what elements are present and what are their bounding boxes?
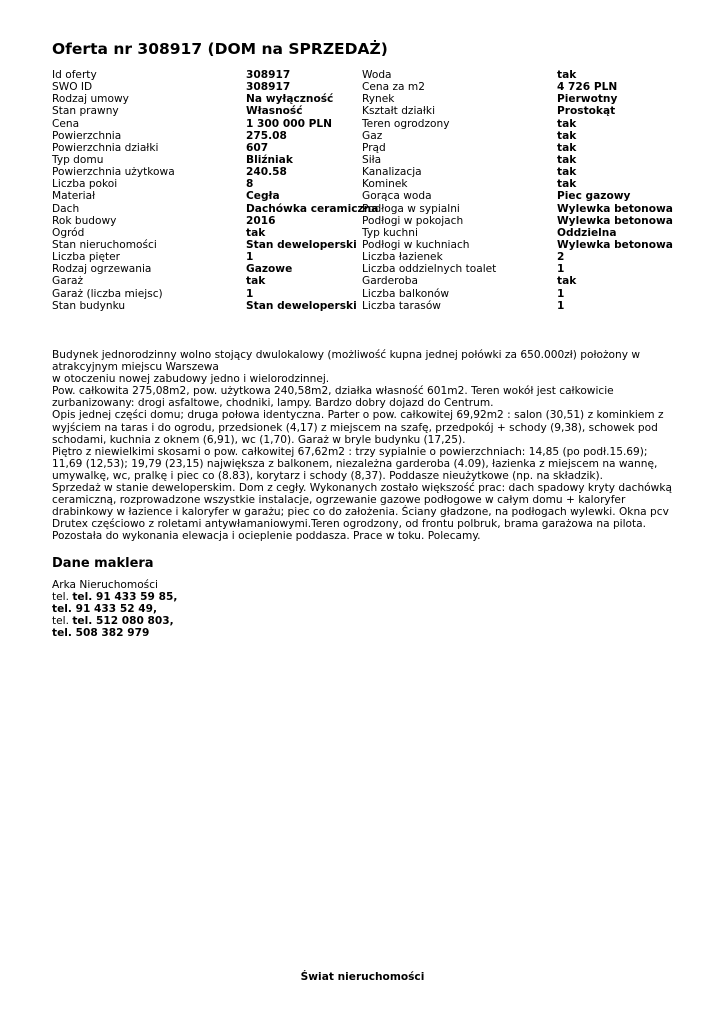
- description-paragraph: Budynek jednorodzinny wolno stojący dwulokalowy (możliwość kupna jednej połówki za 650.000zł) położony w atrakcyjnym miejscu Warszewa: [52, 349, 641, 374]
- property-row: [52, 251, 672, 263]
- property-value: tak: [557, 153, 577, 166]
- description-paragraph: Pow. całkowita 275,08m2, pow. użytkowa 240,58m2, działka własność 601m2. Teren wokół jest całkowicie zurbanizowany: drogi asfaltowe, chodniki, lampy. Bardzo dobry dojazd do Centrum.: [52, 385, 614, 410]
- property-value: tak: [557, 178, 577, 191]
- property-value: 275.08: [246, 129, 287, 142]
- description-paragraph: Piętro z niewielkimi skosami o pow. całkowitej 67,62m2 : trzy sypialnie o powierzchniach: 14,85 (po podł.15.69); 11,69 (12,53); 19,79 (23,15) największa z balkonem, niezależna garderoba (4.09), łazienka z miejscem na wannę, umywalkę, wc, pralkę i piec co (8.83), korytarz i schody (8,37). Poddasze nieużytkowe (np. na składzik).: [52, 445, 658, 482]
- property-value: Własność: [246, 105, 303, 118]
- property-row: [52, 130, 672, 142]
- property-row: [52, 215, 672, 227]
- property-label: Gaz: [362, 129, 383, 142]
- property-label: Siła: [362, 153, 382, 166]
- property-value: 1 300 000 PLN: [246, 117, 333, 130]
- property-label: Stan prawny: [52, 105, 119, 118]
- property-row: [52, 93, 672, 105]
- property-value: 1: [557, 299, 565, 312]
- property-label: Dach: [52, 202, 80, 215]
- property-value: Stan deweloperski: [246, 238, 357, 251]
- property-label: Powierzchnia: [52, 129, 122, 142]
- property-row: [52, 105, 672, 117]
- property-label: Liczba tarasów: [362, 299, 441, 312]
- footer-brand: Świat nieruchomości: [300, 971, 425, 983]
- property-label: Stan nieruchomości: [52, 238, 157, 251]
- property-value: 2: [557, 251, 565, 264]
- property-value: Piec gazowy: [557, 190, 631, 203]
- property-label: Id oferty: [52, 69, 97, 81]
- property-label: Cena za m2: [362, 81, 425, 94]
- property-label: Rok budowy: [52, 214, 117, 227]
- property-value: Pierwotny: [557, 93, 618, 106]
- property-row: [52, 203, 672, 215]
- property-value: 1: [557, 287, 565, 300]
- property-value: Wylewka betonowa: [557, 202, 673, 215]
- property-label: Kształt działki: [362, 105, 436, 118]
- property-row: [52, 190, 672, 202]
- phone-number[interactable]: tel. 91 433 52 49,: [52, 603, 158, 616]
- phone-number[interactable]: tel. 508 382 979: [52, 627, 150, 640]
- property-value: Cegła: [246, 190, 280, 203]
- property-label: Podłoga w sypialni: [362, 202, 460, 215]
- property-value: Stan deweloperski: [246, 299, 357, 312]
- phone-prefix: tel.: [52, 615, 69, 628]
- property-row: [52, 300, 672, 312]
- property-label: Podłogi w pokojach: [362, 214, 464, 227]
- description-paragraph: Opis jednej części domu; druga połowa identyczna. Parter o pow. całkowitej 69,92m2 : salon (30,51) z kominkiem z wyjściem na taras i do ogrodu, przedsionek (4,17) z miejscem na szafę, przedpokój + schody (9,38), schowek pod schodami, kuchnia z oknem (6,91), wc (1,70). Garaż w bryle budynku (17,25).: [52, 409, 664, 446]
- property-row: [52, 166, 672, 178]
- property-label: Prąd: [362, 141, 386, 154]
- property-label: Podłogi w kuchniach: [362, 238, 470, 251]
- property-row: [52, 288, 672, 300]
- agent-contact: [52, 579, 177, 639]
- property-row: [52, 275, 672, 287]
- page-title: Oferta nr 308917 (DOM na SPRZEDAŻ): [52, 40, 388, 58]
- property-value: Gazowe: [246, 263, 293, 276]
- property-row: [52, 178, 672, 190]
- property-label: Stan budynku: [52, 299, 126, 312]
- property-value: 1: [246, 287, 254, 300]
- property-value: tak: [557, 117, 577, 130]
- property-value: 8: [246, 178, 254, 191]
- property-label: Garaż (liczba miejsc): [52, 287, 163, 300]
- property-value: 1: [557, 263, 565, 276]
- property-label: Typ kuchni: [362, 226, 418, 239]
- property-value: 1: [246, 251, 254, 264]
- property-value: tak: [557, 275, 577, 288]
- agent-company: Arka Nieruchomości: [52, 579, 158, 591]
- property-value: 308917: [246, 69, 291, 81]
- property-label: Typ domu: [52, 153, 104, 166]
- property-label: Woda: [362, 69, 392, 81]
- property-label: Liczba łazienek: [362, 251, 443, 264]
- property-value: tak: [557, 69, 577, 81]
- description-paragraph: w otoczeniu nowej zabudowy jedno i wielorodzinnej.: [52, 373, 330, 386]
- property-value: tak: [557, 141, 577, 154]
- property-value: 2016: [246, 214, 276, 227]
- offer-description: [52, 349, 672, 543]
- property-label: Ogród: [52, 226, 85, 239]
- property-label: Powierzchnia użytkowa: [52, 166, 175, 179]
- property-label: Kanalizacja: [362, 166, 422, 179]
- property-label: SWO ID: [52, 81, 93, 94]
- property-row: [52, 154, 672, 166]
- property-value: 308917: [246, 81, 291, 94]
- property-label: Materiał: [52, 190, 96, 203]
- property-value: Wylewka betonowa: [557, 238, 673, 251]
- phone-number[interactable]: tel. 512 080 803,: [72, 615, 174, 628]
- property-value: Wylewka betonowa: [557, 214, 673, 227]
- property-table: [52, 69, 672, 312]
- agent-phone: [52, 615, 177, 627]
- property-row: [52, 142, 672, 154]
- property-label: Garderoba: [362, 275, 418, 288]
- property-row: [52, 263, 672, 275]
- property-label: Rodzaj ogrzewania: [52, 263, 152, 276]
- property-label: Cena: [52, 117, 80, 130]
- property-label: Rynek: [362, 93, 395, 106]
- property-value: 4 726 PLN: [557, 81, 618, 94]
- property-label: Liczba balkonów: [362, 287, 450, 300]
- property-value: tak: [557, 166, 577, 179]
- property-label: Rodzaj umowy: [52, 93, 129, 106]
- property-value: 240.58: [246, 166, 287, 179]
- property-value: 607: [246, 141, 269, 154]
- property-row: [52, 69, 672, 81]
- property-value: Prostokąt: [557, 105, 616, 118]
- property-row: [52, 81, 672, 93]
- property-value: tak: [557, 129, 577, 142]
- property-row: [52, 239, 672, 251]
- phone-prefix: tel.: [52, 591, 69, 604]
- agent-phone: [52, 603, 177, 615]
- property-label: Liczba oddzielnych toalet: [362, 263, 497, 276]
- phone-number[interactable]: tel. 91 433 59 85,: [72, 591, 178, 604]
- property-row: [52, 118, 672, 130]
- property-value: Na wyłączność: [246, 93, 334, 106]
- description-paragraph: Sprzedaż w stanie deweloperskim. Dom z cegły. Wykonanych zostało większość prac: dach spadowy kryty dachówką ceramiczną, rozprowadzone wszystkie instalacje, ogrzewanie gazowe podłogowe w całym domu + kaloryfer drabinkowy w łazience i kaloryfer w garażu; piec co do założenia. Ściany gładzone, na podłogach wylewki. Okna pcv Drutex częściowo z roletami antywłamaniowymi.Teren ogrodzony, od frontu polbruk, brama garażowa na pilota. Pozostała do wykonania elewacja i ocieplenie poddasza. Prace w toku. Polecamy.: [52, 482, 672, 543]
- property-value: tak: [246, 275, 266, 288]
- property-label: Garaż: [52, 275, 84, 288]
- property-label: Teren ogrodzony: [362, 117, 450, 130]
- agent-phone: [52, 591, 177, 603]
- property-label: Liczba pokoi: [52, 178, 118, 191]
- property-value: Bliźniak: [246, 153, 293, 166]
- property-label: Kominek: [362, 178, 408, 191]
- property-row: [52, 227, 672, 239]
- agent-heading: Dane maklera: [52, 556, 154, 571]
- agent-phone-list: [52, 591, 177, 639]
- property-value: tak: [246, 226, 266, 239]
- property-value: Dachówka ceramiczna: [246, 202, 379, 215]
- property-label: Gorąca woda: [362, 190, 432, 203]
- property-label: Powierzchnia działki: [52, 141, 159, 154]
- property-label: Liczba pięter: [52, 251, 121, 264]
- property-value: Oddzielna: [557, 226, 617, 239]
- agent-phone: [52, 627, 177, 639]
